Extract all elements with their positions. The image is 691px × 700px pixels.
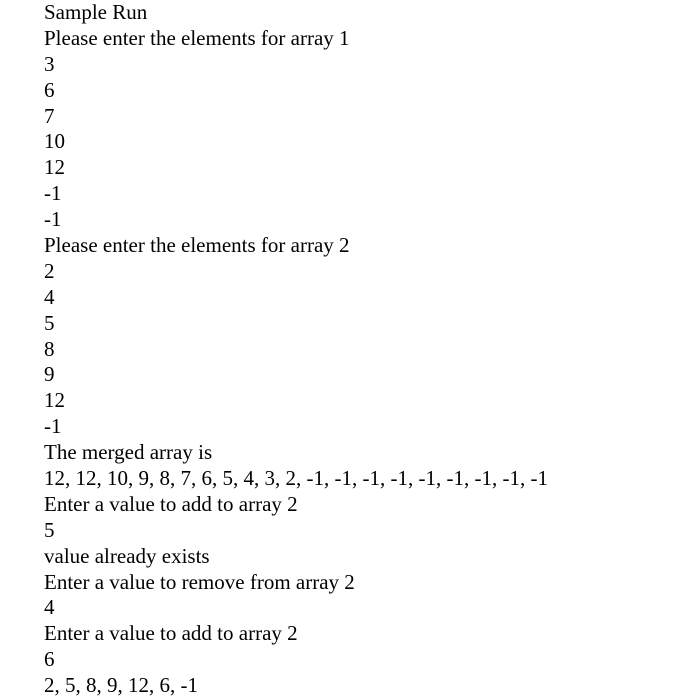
merged-array-heading: The merged array is [44, 440, 213, 465]
input-line: -1 [44, 181, 62, 206]
prompt-array-1: Please enter the elements for array 1 [44, 25, 350, 50]
input-line: 8 [44, 336, 55, 361]
prompt-array-2: Please enter the elements for array 2 [44, 233, 350, 258]
input-line: 6 [44, 77, 55, 102]
sample-run-document [44, 0, 684, 699]
prompt-remove-value: Enter a value to remove from array 2 [44, 569, 355, 594]
status-message: value already exists [44, 543, 210, 568]
merged-array-values: 12, 12, 10, 9, 8, 7, 6, 5, 4, 3, 2, -1, -1, -1, -1, -1, -1, -1, -1, -1 [44, 466, 548, 491]
input-line: 6 [44, 647, 55, 672]
input-line: 3 [44, 51, 55, 76]
input-line: 4 [44, 595, 55, 620]
input-line: 5 [44, 517, 55, 542]
input-line: 2 [44, 258, 55, 283]
input-line: 5 [44, 310, 55, 335]
input-line: 10 [44, 129, 65, 154]
input-line: 4 [44, 284, 55, 309]
input-line: 7 [44, 103, 55, 128]
input-line: -1 [44, 207, 62, 232]
final-array-values: 2, 5, 8, 9, 12, 6, -1 [44, 673, 198, 698]
input-line: 9 [44, 362, 55, 387]
input-line: 12 [44, 155, 65, 180]
prompt-add-value: Enter a value to add to array 2 [44, 491, 298, 516]
prompt-add-value: Enter a value to add to array 2 [44, 621, 298, 646]
input-line: -1 [44, 414, 62, 439]
input-line: 12 [44, 388, 65, 413]
document-title: Sample Run [44, 0, 148, 24]
